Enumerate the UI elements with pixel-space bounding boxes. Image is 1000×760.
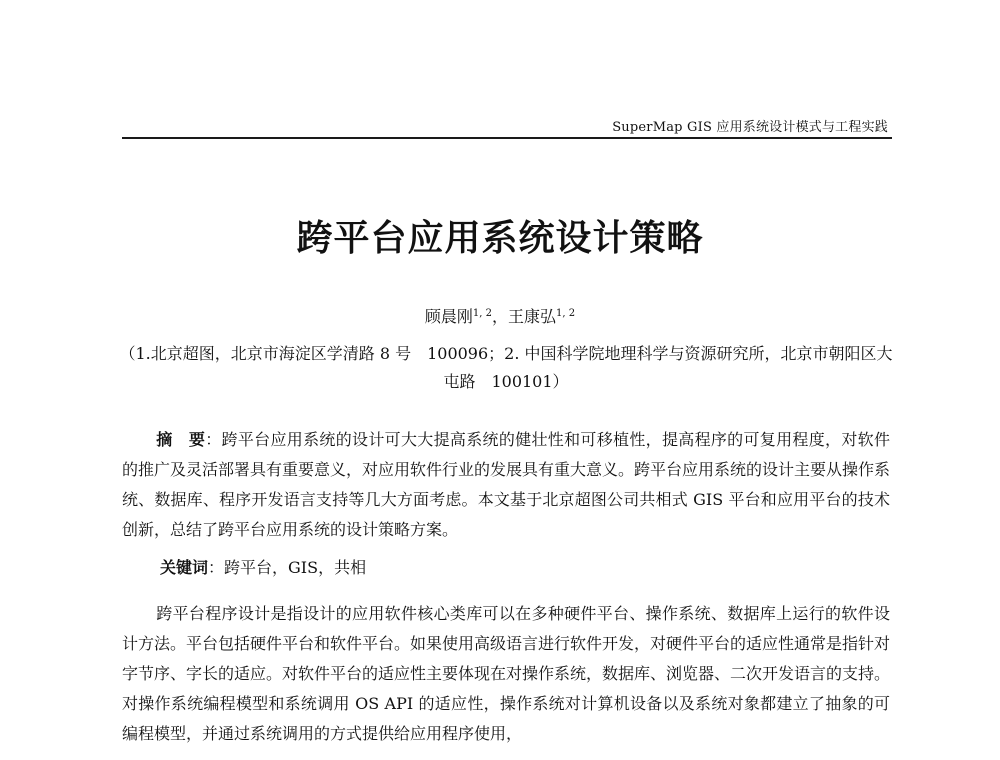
- running-header: SuperMap GIS 应用系统设计模式与工程实践: [612, 120, 888, 135]
- affiliations: （1.北京超图，北京市海淀区学清路 8 号 100096；2. 中国科学院地理科学与资源研究所，北京市朝阳区大屯路 100101）: [119, 344, 893, 391]
- author-line: [0, 304, 1000, 327]
- paper-title: 跨平台应用系统设计策略: [296, 217, 704, 259]
- keywords-label: 关键词: [160, 558, 209, 577]
- author-affiliation-marker: 1, 2: [472, 308, 492, 319]
- keywords: [160, 553, 890, 583]
- abstract: [122, 425, 890, 545]
- author-separator: ，: [491, 307, 508, 326]
- abstract-text: ：跨平台应用系统的设计可大大提高系统的健壮性和可移植性，提高程序的可复用程度，对软件的推广及灵活部署具有重要意义，对应用软件行业的发展具有重大意义。跨平台应用系统的设计主要从操作系统、数据库、程序开发语言支持等几大方面考虑。本文基于北京超图公司共相式 GIS 平台和应用平台的技术创新，总结了跨平台应用系统的设计策略方案。: [122, 430, 891, 539]
- author-affiliation-marker: 1, 2: [556, 308, 576, 319]
- header-rule: [122, 137, 892, 139]
- body-text: 跨平台程序设计是指设计的应用软件核心类库可以在多种硬件平台、操作系统、数据库上运行的软件设计方法。平台包括硬件平台和软件平台。如果使用高级语言进行软件开发，对硬件平台的适应性通常是指针对字节序、字长的适应。对软件平台的适应性主要体现在对操作系统，数据库、浏览器、二次开发语言的支持。对操作系统编程模型和系统调用 OS API 的适应性，操作系统对计算机设备以及系统对象都建立了抽象的可编程模型，并通过系统调用的方式提供给应用程序使用，: [122, 604, 891, 743]
- body-paragraph: [122, 599, 890, 749]
- author-name: 顾晨刚: [424, 307, 473, 326]
- abstract-label: 摘 要: [156, 430, 206, 449]
- keywords-text: ：跨平台，GIS，共相: [208, 558, 367, 577]
- author-name: 王康弘: [508, 307, 557, 326]
